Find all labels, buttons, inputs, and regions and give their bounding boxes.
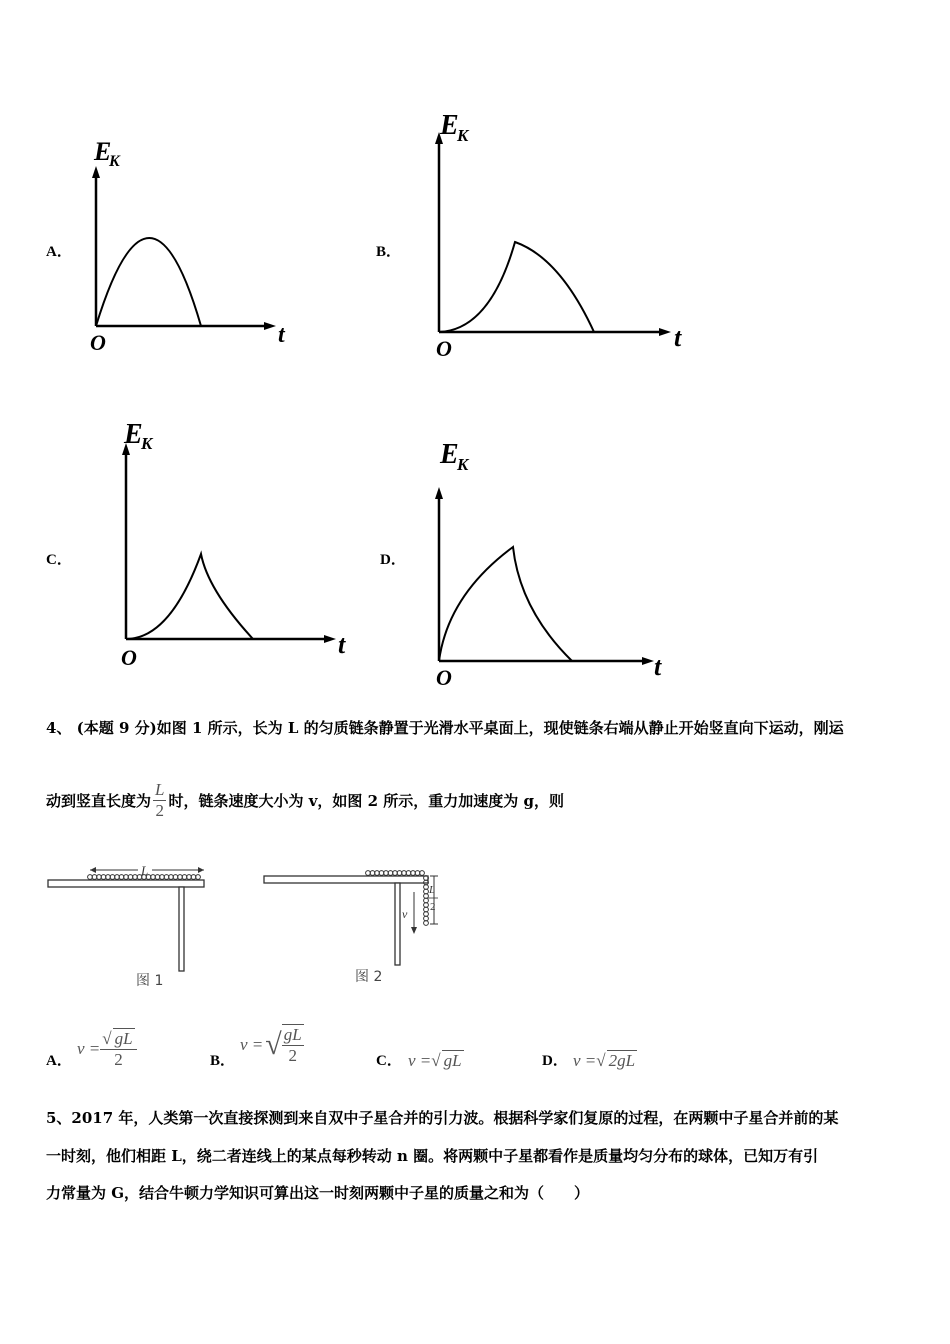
q4-option-d-label: D． (542, 1053, 568, 1069)
q5-text-line3: 力常量为 G，结合牛顿力学知识可算出这一时刻两颗中子星的质量之和为（ ） (46, 1184, 590, 1202)
lhs: v = (77, 1039, 101, 1058)
q5-text-line1: 5、2017 年，人类第一次直接探测到来自双中子星合并的引力波。根据科学家们复原的过程，在两颗中子星合并前的某 (46, 1109, 839, 1127)
q4-option-d-formula: v =√ 2gL (573, 1051, 636, 1070)
x-axis-label: t (338, 630, 346, 659)
y-axis-label: E (440, 110, 459, 141)
q4-line2-pre: 动到竖直长度为 (46, 791, 152, 810)
ek-curve (126, 554, 253, 639)
arrow-right-icon (198, 867, 204, 873)
graph-d (420, 435, 690, 695)
y-axis-arrow-icon (92, 166, 100, 178)
figure-1-caption: 图 1 (136, 973, 164, 989)
table-top (48, 880, 204, 887)
ek-curve (439, 242, 594, 332)
lhs: v = (408, 1051, 432, 1070)
option-d-label: D． (380, 552, 406, 568)
length-label: L (141, 863, 149, 878)
y-axis-subscript: K (109, 153, 120, 170)
ek-curve (96, 238, 201, 326)
velocity-label: v (402, 907, 408, 921)
origin-label: O (90, 330, 106, 355)
x-axis-arrow-icon (264, 322, 276, 330)
fraction-num: gL (283, 1025, 302, 1044)
x-axis-label: t (654, 652, 662, 681)
option-a-label: A． (46, 244, 72, 260)
x-axis-label: t (674, 323, 682, 352)
lhs: v = (573, 1051, 597, 1070)
x-axis-arrow-icon (642, 657, 654, 665)
y-axis-label: E (94, 137, 112, 166)
table-leg (179, 887, 184, 971)
x-axis-arrow-icon (659, 328, 671, 336)
radicand: gL (443, 1051, 462, 1070)
graph-c (110, 415, 370, 675)
figure-2 (262, 866, 452, 976)
y-axis-label: E (440, 439, 459, 470)
fraction (282, 1024, 304, 1066)
graph-a (80, 130, 300, 360)
option-c-label: C． (46, 552, 72, 568)
graph-b (420, 110, 700, 360)
origin-label: O (436, 336, 452, 361)
figure-2-caption: 图 2 (355, 969, 383, 985)
q4-option-a-formula (77, 1028, 137, 1070)
y-axis-subscript: K (457, 455, 469, 474)
y-axis-label: E (124, 419, 143, 450)
lhs: v = (240, 1035, 264, 1054)
ek-curve (439, 547, 572, 661)
q5-text-line2: 一时刻，他们相距 L，绕二者连线上的某点每秒转动 n 圈。将两颗中子星都看作是质量均匀分布的球体，已知万有引 (46, 1147, 819, 1165)
fraction-den: 2 (114, 1050, 123, 1069)
y-axis-subscript: K (457, 126, 469, 145)
q4-text-line1: 4、 (本题 9 分)如图 1 所示，长为 L 的匀质链条静置于光滑水平桌面上，现使链条右端从静止开始竖直向下运动，刚运 (46, 719, 844, 737)
origin-label: O (121, 645, 137, 670)
x-axis-label: t (278, 322, 285, 348)
table-leg (395, 883, 400, 965)
y-axis-arrow-icon (435, 487, 443, 499)
q4-line2-post: 时，链条速度大小为 v，如图 2 所示，重力加速度为 g，则 (168, 791, 565, 810)
origin-label: O (436, 665, 452, 690)
q4-fraction-num: L (155, 780, 165, 799)
table-top (264, 876, 428, 883)
fraction-num: √ gL (100, 1028, 136, 1050)
q4-option-b-label: B． (210, 1053, 236, 1069)
radicand: 2gL (608, 1051, 636, 1070)
figure-1 (46, 860, 216, 990)
q4-option-b-formula (240, 1024, 304, 1066)
fraction (100, 1028, 136, 1070)
sqrt-icon: √ (265, 1028, 282, 1061)
chain-links-horizontal (366, 871, 425, 876)
q4-option-c-label: C． (376, 1053, 402, 1069)
x-axis-arrow-icon (324, 635, 336, 643)
q4-fraction-den: 2 (155, 801, 164, 820)
velocity-arrow-icon (411, 927, 417, 934)
q4-text-line2 (46, 780, 564, 821)
y-axis-subscript: K (141, 434, 153, 453)
dim-den: 2 (430, 901, 436, 913)
option-b-label: B． (376, 244, 402, 260)
q4-option-c-formula: v =√ gL (408, 1051, 462, 1070)
arrow-left-icon (90, 867, 96, 873)
q4-fraction (153, 780, 166, 821)
fraction-den: 2 (288, 1046, 297, 1065)
radicand: gL (114, 1029, 133, 1048)
dim-num: L (429, 884, 436, 896)
q4-option-a-label: A． (46, 1053, 72, 1069)
